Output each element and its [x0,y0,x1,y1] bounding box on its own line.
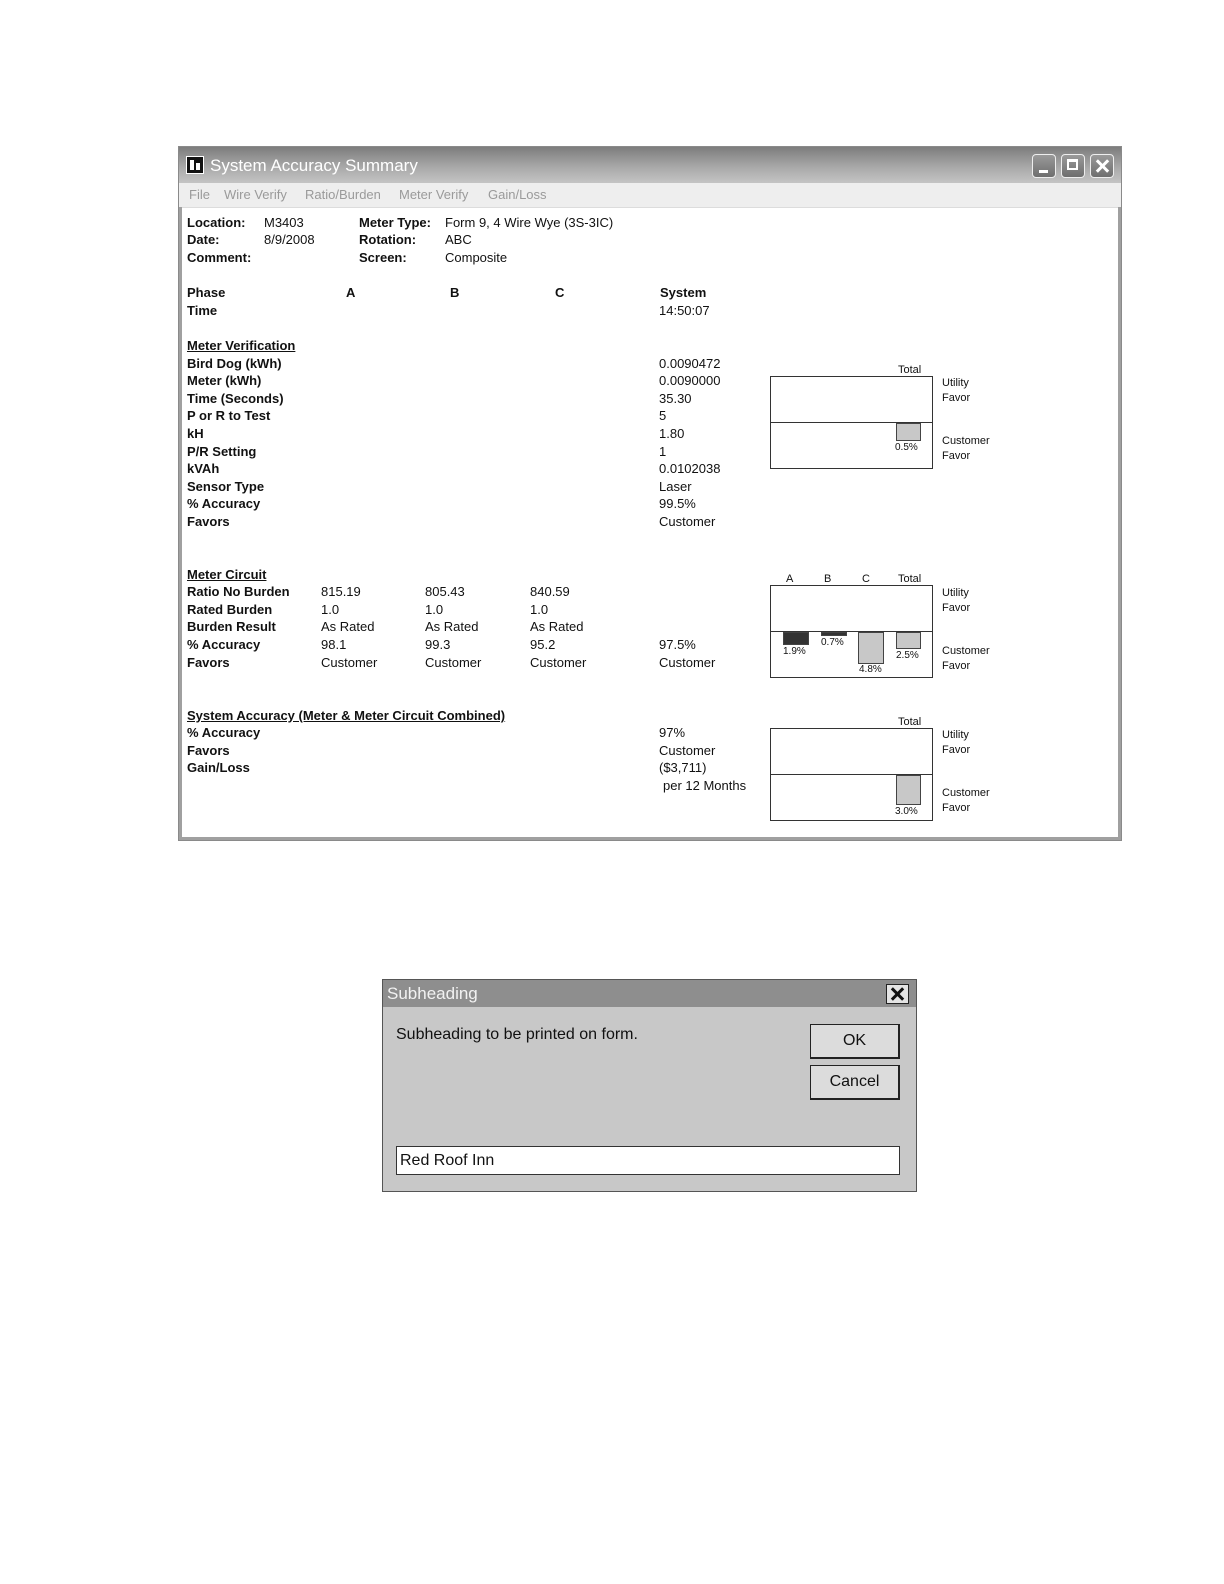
sa-total-bar [896,775,921,805]
close-button[interactable] [1090,154,1114,178]
window-title: System Accuracy Summary [210,156,418,175]
mc-a-value: As Rated [321,619,375,634]
rotation-label: Rotation: [359,232,417,247]
legend-customer: Customer [942,787,990,799]
mv-accuracy-chart [770,376,933,469]
sa-chart-total-label: Total [898,716,922,728]
mc-label: Burden Result [187,619,276,634]
mc-b-value: 805.43 [425,584,465,599]
dialog-title: Subheading [387,984,478,1003]
menu-ratio-burden[interactable]: Ratio/Burden [305,187,381,202]
mc-bar-a-label: 1.9% [783,646,806,657]
phase-label: Phase [187,285,226,300]
sa-value: Customer [659,743,716,758]
mc-a-value: 98.1 [321,637,347,652]
minimize-button[interactable] [1032,154,1056,178]
mc-c-value: Customer [530,655,587,670]
cancel-button[interactable]: Cancel [810,1065,900,1100]
dialog-message: Subheading to be printed on form. [396,1026,638,1043]
mv-label: Bird Dog (kWh) [187,356,282,371]
comment-label: Comment: [187,250,252,265]
mv-value: 0.0090000 [659,373,721,388]
date-value: 8/9/2008 [264,232,315,247]
mc-b-value: Customer [425,655,482,670]
mc-system-value: Customer [659,655,716,670]
summary-report [179,207,1121,840]
mv-value: 35.30 [659,391,692,406]
subheading-input[interactable] [396,1146,900,1175]
screen-label: Screen: [359,250,407,265]
phase-c-header: C [555,285,565,300]
legend-customer: Customer [942,435,990,447]
mc-bar-total-label: 2.5% [896,650,919,661]
mc-bar-c [858,632,884,664]
mv-label: Meter (kWh) [187,373,262,388]
system-header: System [660,285,707,300]
legend-customer: Customer [942,645,990,657]
mv-label: kVAh [187,461,220,476]
mc-c-value: 1.0 [530,602,549,617]
legend-favor: Favor [942,660,971,672]
sa-label: Favors [187,743,230,758]
mv-label: Sensor Type [187,479,265,494]
mc-b-value: As Rated [425,619,479,634]
mc-bar-total [896,632,921,649]
mc-accuracy-chart [770,585,933,678]
mc-b-value: 99.3 [425,637,451,652]
mc-chart-col-c: C [862,573,870,585]
location-value: M3403 [264,215,304,230]
sa-value: 97% [659,725,686,740]
screen-value: Composite [445,250,508,265]
mv-label: Time (Seconds) [187,391,284,406]
mc-chart-col-a: A [786,573,794,585]
mc-bar-b [821,632,847,636]
menu-gain-loss[interactable]: Gain/Loss [488,187,547,202]
mv-value: 1.80 [659,426,685,441]
mv-label: % Accuracy [187,496,261,511]
mv-chart-total-label: Total [898,364,922,376]
app-icon [186,156,204,174]
meter-verification-heading: Meter Verification [187,338,296,353]
time-label: Time [187,303,218,318]
legend-favor: Favor [942,744,971,756]
sa-label: Gain/Loss [187,760,250,775]
mc-c-value: 95.2 [530,637,556,652]
mv-label: Favors [187,514,230,529]
menu-bar [179,183,1121,208]
mc-bar-a [783,632,809,645]
mc-label: % Accuracy [187,637,261,652]
legend-favor: Favor [942,392,971,404]
mv-value: 0.0090472 [659,356,721,371]
menu-file[interactable]: File [189,187,210,202]
mc-system-value: 97.5% [659,637,696,652]
phase-b-header: B [450,285,460,300]
mc-label: Favors [187,655,230,670]
mc-label: Ratio No Burden [187,584,290,599]
mv-value: Laser [659,479,692,494]
mv-value: Customer [659,514,716,529]
legend-favor: Favor [942,450,971,462]
sa-value: ($3,711) [659,760,707,775]
mv-total-bar-label: 0.5% [895,442,918,453]
title-bar[interactable] [179,147,1121,183]
mv-value: 0.0102038 [659,461,721,476]
rotation-value: ABC [445,232,472,247]
sa-accuracy-chart [770,728,933,821]
mc-c-value: 840.59 [530,584,570,599]
subheading-dialog [382,979,917,1192]
dialog-close-button[interactable] [886,984,909,1004]
mc-label: Rated Burden [187,602,273,617]
mv-label: kH [187,426,204,441]
sa-period: per 12 Months [663,778,747,793]
mv-total-bar [896,423,921,441]
mv-label: P or R to Test [187,408,271,423]
mv-label: P/R Setting [187,444,257,459]
meter-type-value: Form 9, 4 Wire Wye (3S-3IC) [445,215,614,230]
mc-chart-col-total: Total [898,573,922,585]
mv-value: 99.5% [659,496,696,511]
mc-a-value: 815.19 [321,584,361,599]
mc-bar-c-label: 4.8% [859,664,882,675]
maximize-button[interactable] [1061,154,1085,178]
mv-value: 5 [659,408,667,423]
ok-button[interactable]: OK [810,1024,900,1059]
legend-utility: Utility [942,729,969,741]
legend-favor: Favor [942,802,971,814]
mc-a-value: Customer [321,655,378,670]
legend-utility: Utility [942,377,969,389]
sa-label: % Accuracy [187,725,261,740]
meter-circuit-heading: Meter Circuit [187,567,267,582]
time-value: 14:50:07 [659,303,710,318]
sa-total-bar-label: 3.0% [895,806,918,817]
mc-b-value: 1.0 [425,602,444,617]
meter-type-label: Meter Type: [359,215,431,230]
menu-meter-verify[interactable]: Meter Verify [399,187,469,202]
mc-a-value: 1.0 [321,602,340,617]
mc-chart-col-b: B [824,573,832,585]
mc-bar-b-label: 0.7% [821,637,844,648]
system-accuracy-heading: System Accuracy (Meter & Meter Circuit Combined) [187,708,506,723]
location-label: Location: [187,215,246,230]
date-label: Date: [187,232,220,247]
legend-utility: Utility [942,587,969,599]
legend-favor: Favor [942,602,971,614]
dialog-title-bar[interactable] [383,980,916,1007]
mv-value: 1 [659,444,667,459]
phase-a-header: A [346,285,356,300]
mc-c-value: As Rated [530,619,584,634]
system-accuracy-window [178,146,1122,841]
menu-wire-verify[interactable]: Wire Verify [224,187,287,202]
